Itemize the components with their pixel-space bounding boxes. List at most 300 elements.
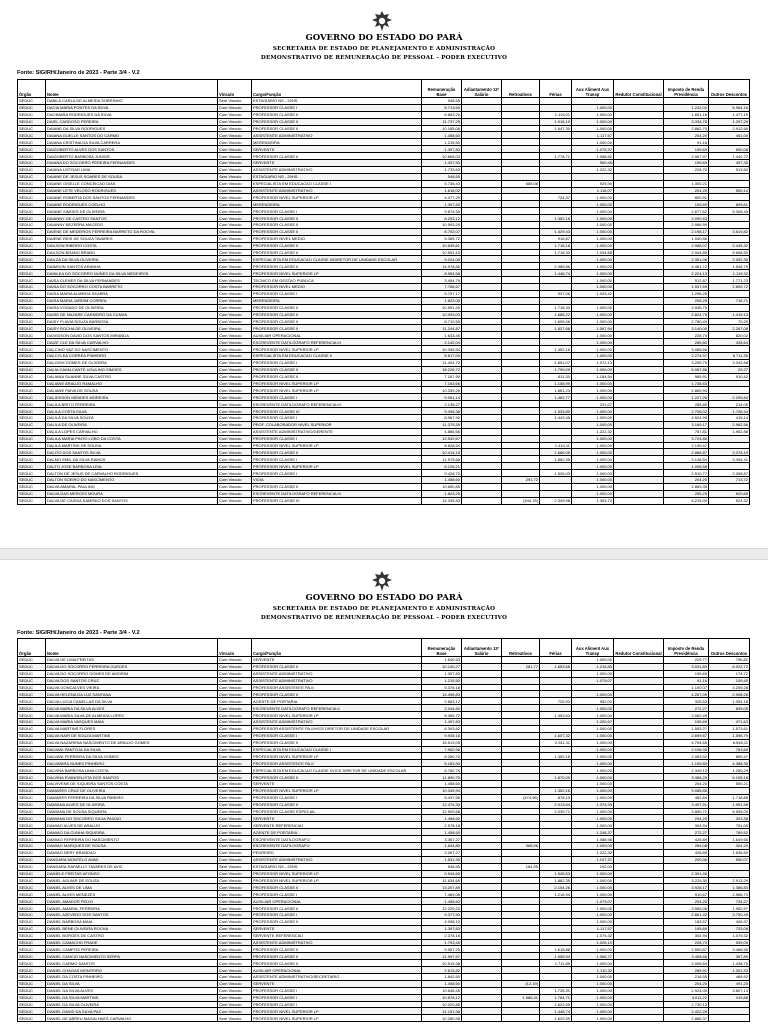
cell-adiantamento <box>462 815 502 822</box>
cell-redutor <box>614 746 664 753</box>
col-remuneracao-base: Remuneração Base <box>422 639 462 657</box>
cell-outros-descontos <box>709 435 750 442</box>
cell-outros-descontos: 869,47 <box>709 753 750 760</box>
cell-nome: DANIEL AMADOR PEIXO <box>46 898 218 905</box>
cell-outros-descontos: 2.962,56 <box>709 421 750 428</box>
cell-remuneracao-base: 10.280,98 <box>422 1015 462 1022</box>
cell-adiantamento <box>462 794 502 801</box>
cell-retroativos <box>502 877 540 884</box>
cell-outros-descontos: 1.301,53 <box>709 967 750 974</box>
cell-adiantamento <box>462 222 502 229</box>
table-row <box>18 877 750 884</box>
cell-remuneracao-base: 14.335,53 <box>422 497 462 504</box>
cell-orgao: SEDUC <box>18 263 46 270</box>
col-nome: Nome <box>46 80 218 98</box>
cell-cargo: ESPECIALISTA EM EDUCACAO CLASSE I/VICE DIRETOR DE UNIDADE ESCOLAR <box>252 767 422 774</box>
cell-remuneracao-base: 1.397,83 <box>422 925 462 932</box>
cell-retroativos: 164,95 <box>502 863 540 870</box>
cell-retroativos <box>502 691 540 698</box>
cell-vinculo: Com Vinculo <box>218 387 252 394</box>
cell-vinculo: Com Vinculo <box>218 849 252 856</box>
cell-outros-descontos: 513,50 <box>709 166 750 173</box>
cell-aux-aliment: 1.000,00 <box>572 822 614 829</box>
table-row <box>18 476 750 483</box>
cell-cargo: PROFESSOR ASSISTENTE PA-II <box>252 684 422 691</box>
cell-cargo: ASSISTENTE ADMINISTRATIVO/GERENTE <box>252 428 422 435</box>
cell-ferias <box>540 201 572 208</box>
cell-cargo: PROFESSOR CLASSE I <box>252 470 422 477</box>
cell-retroativos <box>502 739 540 746</box>
cell-retroativos <box>502 160 540 167</box>
cell-ferias: 1.718,33 <box>540 304 572 311</box>
cell-redutor <box>614 856 664 863</box>
cell-redutor <box>614 401 664 408</box>
cell-aux-aliment: 1.067,94 <box>572 325 614 332</box>
cell-ferias: 811,30 <box>540 373 572 380</box>
cell-cargo: PROFESSOR CLASSE II <box>252 739 422 746</box>
cell-redutor <box>614 870 664 877</box>
cell-imposto-renda: 2.988,07 <box>664 242 709 249</box>
table-row <box>18 911 750 918</box>
cell-aux-aliment: 1.248,37 <box>572 829 614 836</box>
cell-imposto-renda: 3.169,17 <box>664 421 709 428</box>
cell-imposto-renda: 285,80 <box>664 339 709 346</box>
table-row <box>18 973 750 980</box>
cell-vinculo: Com Vinculo <box>218 277 252 284</box>
cell-imposto-renda: 4.524,99 <box>664 414 709 421</box>
cell-redutor <box>614 456 664 463</box>
table-row <box>18 663 750 670</box>
cell-retroativos <box>502 373 540 380</box>
cell-outros-descontos: 716,71 <box>709 297 750 304</box>
cell-ferias <box>540 146 572 153</box>
cell-outros-descontos <box>709 194 750 201</box>
cell-vinculo: Com Vinculo <box>218 663 252 670</box>
table-row <box>18 836 750 843</box>
cell-imposto-renda: 3.011,22 <box>664 994 709 1001</box>
cell-outros-descontos: 1.119,32 <box>709 270 750 277</box>
cell-aux-aliment: 1.117,57 <box>572 132 614 139</box>
cell-retroativos <box>502 774 540 781</box>
cell-vinculo: Com Vinculo <box>218 918 252 925</box>
cell-outros-descontos: 70,29 <box>709 318 750 325</box>
cell-aux-aliment: 1.000,00 <box>572 476 614 483</box>
table-row <box>18 125 750 132</box>
cell-ferias: 1.726,31 <box>540 987 572 994</box>
cell-remuneracao-base: 1.437,50 <box>422 160 462 167</box>
cell-cargo: PROFESSOR CLASSE I <box>252 394 422 401</box>
cell-remuneracao-base: 2.138,27 <box>422 401 462 408</box>
cell-outros-descontos: 5.658,50 <box>709 249 750 256</box>
cell-redutor <box>614 863 664 870</box>
cell-redutor <box>614 104 664 111</box>
cell-cargo: PROFESSOR CLASSE III <box>252 408 422 415</box>
cell-retroativos <box>502 849 540 856</box>
cell-redutor <box>614 705 664 712</box>
cell-remuneracao-base: 1.640,53 <box>422 657 462 664</box>
cell-imposto-renda: 204,20 <box>664 187 709 194</box>
cell-nome: DANIEL CAMACHO FRADE <box>46 939 218 946</box>
col-outros-descontos: Outros Descontos <box>709 639 750 657</box>
cell-nome: DABILA CARLA DE ALMEIDA SOBRINHO <box>46 98 218 105</box>
cell-nome: DALVANI PANTOJA DA SILVA <box>46 746 218 753</box>
cell-adiantamento <box>462 166 502 173</box>
cell-aux-aliment: 1.000,00 <box>572 884 614 891</box>
cell-retroativos <box>502 222 540 229</box>
cell-retroativos <box>502 808 540 815</box>
cell-imposto-renda: 2.062,49 <box>664 712 709 719</box>
cell-vinculo: Com Vinculo <box>218 160 252 167</box>
cell-imposto-renda: 91,16 <box>664 139 709 146</box>
table-row <box>18 277 750 284</box>
cell-cargo: AUXILIAR OPERACIONAL <box>252 967 422 974</box>
cell-orgao: SEDUC <box>18 891 46 898</box>
col-vinculo: Vínculo <box>218 80 252 98</box>
cell-ferias <box>540 684 572 691</box>
table-row <box>18 242 750 249</box>
cell-nome: DAIMSON SANTOS ARANHA <box>46 263 218 270</box>
cell-cargo: PROFESSOR CLASSE II <box>252 483 422 490</box>
cell-remuneracao-base: 11.997,97 <box>422 953 462 960</box>
cell-remuneracao-base: 4.058,10 <box>422 918 462 925</box>
cell-adiantamento <box>462 856 502 863</box>
cell-nome: DAIANNY DE CASTRO SANTOS <box>46 215 218 222</box>
col-nome: Nome <box>46 639 218 657</box>
cell-retroativos <box>502 456 540 463</box>
cell-aux-aliment: 1.000,00 <box>572 449 614 456</box>
cell-redutor <box>614 829 664 836</box>
cell-nome: DANDARA RAFAELLY TAVARES DE AVIZ <box>46 863 218 870</box>
cell-aux-aliment: 1.000,00 <box>572 270 614 277</box>
cell-retroativos <box>502 884 540 891</box>
cell-outros-descontos: 415,14 <box>709 414 750 421</box>
table-row <box>18 815 750 822</box>
cell-ferias: 1.764,71 <box>540 994 572 1001</box>
col-orgao: Órgão <box>18 80 46 98</box>
cell-nome: DALVA MARIA DA SILVA ALVES <box>46 705 218 712</box>
cell-nome: DANIEL ALVES MENEZES <box>46 891 218 898</box>
cell-remuneracao-base: 10.093,03 <box>422 311 462 318</box>
cell-adiantamento <box>462 401 502 408</box>
cell-adiantamento <box>462 801 502 808</box>
cell-redutor <box>614 373 664 380</box>
cell-remuneracao-base: 2.044,80 <box>422 705 462 712</box>
cell-ferias <box>540 476 572 483</box>
table-row <box>18 746 750 753</box>
cell-retroativos <box>502 1001 540 1008</box>
cell-adiantamento <box>462 849 502 856</box>
cell-adiantamento <box>462 781 502 788</box>
cell-vinculo: Com Vinculo <box>218 746 252 753</box>
cell-outros-descontos: 428,64 <box>709 339 750 346</box>
cell-ferias <box>540 781 572 788</box>
cell-retroativos <box>502 657 540 664</box>
cell-outros-descontos: 406,97 <box>709 918 750 925</box>
cell-outros-descontos: 1.079,32 <box>709 932 750 939</box>
cell-vinculo: Com Vinculo <box>218 311 252 318</box>
cell-vinculo: Com Vinculo <box>218 925 252 932</box>
cell-cargo: TECNICO EM GESTAO PUBLICA <box>252 277 422 284</box>
cell-redutor <box>614 725 664 732</box>
cell-vinculo: Com Vinculo <box>218 932 252 939</box>
cell-redutor <box>614 139 664 146</box>
table-row <box>18 311 750 318</box>
table-row <box>18 270 750 277</box>
cell-ferias <box>540 166 572 173</box>
cell-remuneracao-base: 10.650,85 <box>422 483 462 490</box>
cell-adiantamento <box>462 829 502 836</box>
fonte-label: Fonte: SIGIRH/Janeiro de 2023 - Parte 3/4 - V.2 <box>17 70 140 76</box>
cell-adiantamento <box>462 705 502 712</box>
cell-ferias <box>540 746 572 753</box>
cell-remuneracao-base: 14.496,83 <box>422 691 462 698</box>
cell-aux-aliment: 1.000,00 <box>572 877 614 884</box>
cell-ferias <box>540 180 572 187</box>
cell-imposto-renda: 2.090,53 <box>664 215 709 222</box>
cell-vinculo: Com Vinculo <box>218 911 252 918</box>
cell-orgao: SEDUC <box>18 925 46 932</box>
cell-remuneracao-base: 1.458,60 <box>422 132 462 139</box>
cell-cargo: PROFESSOR NIVEL SUPERIOR LP <box>252 1015 422 1022</box>
cell-retroativos <box>502 263 540 270</box>
cell-nome: DAINLEA DO SOCORRO NUNES DA SILVA MEDEIROS <box>46 270 218 277</box>
cell-nome: DAIEL CARDOSO PEREIRA <box>46 118 218 125</box>
cell-imposto-renda: 4.215,00 <box>664 497 709 504</box>
cell-orgao: SEDUC <box>18 132 46 139</box>
table-body-page-1 <box>18 98 750 505</box>
cell-ferias <box>540 132 572 139</box>
cell-adiantamento <box>462 442 502 449</box>
cell-redutor <box>614 670 664 677</box>
cell-nome: DAISA VOGADO DE OLIVEIRA <box>46 304 218 311</box>
cell-redutor <box>614 483 664 490</box>
cell-ferias <box>540 104 572 111</box>
state-crest-icon <box>370 570 394 592</box>
cell-retroativos <box>502 187 540 194</box>
cell-orgao: SEDUC <box>18 311 46 318</box>
cell-nome: DAIANA GUELLE SANTOS DO CARMO <box>46 132 218 139</box>
table-row <box>18 967 750 974</box>
cell-cargo: PROFESSOR CLASSE I <box>252 104 422 111</box>
cell-remuneracao-base: 10.591,15 <box>422 249 462 256</box>
cell-aux-aliment: 1.000,00 <box>572 946 614 953</box>
cell-retroativos <box>502 760 540 767</box>
cell-adiantamento <box>462 753 502 760</box>
cell-remuneracao-base: 1.397,83 <box>422 201 462 208</box>
cell-orgao: SEDUC <box>18 146 46 153</box>
cell-outros-descontos: 29,27 <box>709 366 750 373</box>
cell-outros-descontos <box>709 387 750 394</box>
cell-cargo: PROFESSOR NIVEL SUPERIOR LP <box>252 463 422 470</box>
cell-outros-descontos: 733,08 <box>709 925 750 932</box>
cell-retroativos: 281,77 <box>502 663 540 670</box>
cell-aux-aliment: 1.215,85 <box>572 663 614 670</box>
cell-ferias <box>540 173 572 180</box>
cell-ferias <box>540 836 572 843</box>
cell-remuneracao-base: 5.757,17 <box>422 290 462 297</box>
cell-ferias <box>540 760 572 767</box>
cell-ferias <box>540 277 572 284</box>
cell-orgao: SEDUC <box>18 684 46 691</box>
cell-nome: DALTO JOSE BARBOSA LEAL <box>46 463 218 470</box>
cell-adiantamento <box>462 435 502 442</box>
cell-outros-descontos: 1.708,34 <box>709 408 750 415</box>
cell-imposto-renda: 204,20 <box>664 898 709 905</box>
cell-retroativos <box>502 684 540 691</box>
cell-cargo: PROFESSOR CLASSE II <box>252 118 422 125</box>
table-row <box>18 822 750 829</box>
table-row <box>18 304 750 311</box>
cell-orgao: SEDUC <box>18 898 46 905</box>
cell-remuneracao-base: 10.345,94 <box>422 787 462 794</box>
cell-cargo: PROFESSOR ASSISTENTE PA-II <box>252 760 422 767</box>
cell-adiantamento <box>462 760 502 767</box>
cell-retroativos <box>502 194 540 201</box>
table-row <box>18 470 750 477</box>
cell-retroativos <box>502 215 540 222</box>
cell-nome: DAIGOBERTO BARBOSA JUNIOR <box>46 153 218 160</box>
cell-vinculo: Com Vinculo <box>218 359 252 366</box>
cell-cargo: SERVENTE <box>252 657 422 664</box>
cell-retroativos <box>502 104 540 111</box>
cell-outros-descontos: 3.619,82 <box>709 228 750 235</box>
cell-vinculo: Com Vinculo <box>218 104 252 111</box>
cell-redutor <box>614 994 664 1001</box>
cell-ferias: 1.119,01 <box>540 111 572 118</box>
cell-aux-aliment: 1.000,00 <box>572 104 614 111</box>
cell-redutor <box>614 146 664 153</box>
cell-redutor <box>614 408 664 415</box>
cell-adiantamento <box>462 657 502 664</box>
cell-orgao: SEDUC <box>18 698 46 705</box>
cell-ferias <box>540 843 572 850</box>
cell-outros-descontos: 2.299,84 <box>709 394 750 401</box>
cell-ferias <box>540 829 572 836</box>
cell-cargo: PROFESSOR CLASSE II <box>252 311 422 318</box>
cell-retroativos <box>502 939 540 946</box>
cell-aux-aliment: 1.000,00 <box>572 980 614 987</box>
cell-orgao: SEDUC <box>18 753 46 760</box>
cell-ferias: 1.352,16 <box>540 787 572 794</box>
cell-cargo: PROFESSOR CLASSE II <box>252 263 422 270</box>
cell-retroativos <box>502 767 540 774</box>
cell-adiantamento <box>462 746 502 753</box>
cell-retroativos: (344,78) <box>502 497 540 504</box>
cell-nome: DAISA MARIA ALMEIDA SEABRA <box>46 290 218 297</box>
table-row <box>18 173 750 180</box>
cell-imposto-renda: 3.458,66 <box>664 953 709 960</box>
cell-remuneracao-base: 6.863,26 <box>422 111 462 118</box>
cell-imposto-renda: 2.706,02 <box>664 408 709 415</box>
cell-imposto-renda: 3.928,17 <box>664 884 709 891</box>
cell-nome: DALIANE PAIVA DE SOUSA <box>46 387 218 394</box>
cell-outros-descontos: 789,52 <box>709 829 750 836</box>
cell-imposto-renda: 195,69 <box>664 201 709 208</box>
cell-ferias: 1.718,33 <box>540 249 572 256</box>
table-row <box>18 843 750 850</box>
cell-retroativos <box>502 1015 540 1022</box>
cell-adiantamento <box>462 918 502 925</box>
cell-imposto-renda: 4.704,65 <box>664 739 709 746</box>
cell-imposto-renda: 482,84 <box>664 794 709 801</box>
cell-aux-aliment: 1.000,00 <box>572 380 614 387</box>
cell-redutor <box>614 794 664 801</box>
cell-aux-aliment: 952,00 <box>572 698 614 705</box>
cell-adiantamento <box>462 366 502 373</box>
cell-aux-aliment: 1.000,00 <box>572 705 614 712</box>
cell-orgao: SEDUC <box>18 815 46 822</box>
cell-imposto-renda: 2.862,70 <box>664 125 709 132</box>
cell-aux-aliment: 1.000,00 <box>572 118 614 125</box>
cell-remuneracao-base: 8.967,90 <box>422 414 462 421</box>
cell-orgao: SEDUC <box>18 490 46 497</box>
cell-ferias: 878,10 <box>540 794 572 801</box>
cell-imposto-renda: 1.937,69 <box>664 284 709 291</box>
cell-orgao: SEDUC <box>18 414 46 421</box>
cell-ferias <box>540 863 572 870</box>
cell-imposto-renda: 1.553,27 <box>664 725 709 732</box>
cell-retroativos <box>502 953 540 960</box>
table-row <box>18 442 750 449</box>
table-row <box>18 898 750 905</box>
table-row <box>18 449 750 456</box>
cell-cargo: PROFESSOR CLASSE I <box>252 1001 422 1008</box>
cell-ferias: 2.349,98 <box>540 497 572 504</box>
cell-aux-aliment: 1.000,00 <box>572 215 614 222</box>
cell-orgao: SEDUC <box>18 801 46 808</box>
cell-adiantamento <box>462 476 502 483</box>
cell-remuneracao-base: 9.967,25 <box>422 946 462 953</box>
cell-aux-aliment: 1.000,00 <box>572 414 614 421</box>
table-row <box>18 753 750 760</box>
cell-vinculo: Com Vinculo <box>218 187 252 194</box>
cell-vinculo: Com Vinculo <box>218 125 252 132</box>
cell-redutor <box>614 801 664 808</box>
cell-adiantamento <box>462 483 502 490</box>
cell-adiantamento <box>462 1015 502 1022</box>
cell-redutor <box>614 973 664 980</box>
cell-redutor <box>614 387 664 394</box>
cell-orgao: SEDUC <box>18 739 46 746</box>
cell-aux-aliment: 1.000,00 <box>572 753 614 760</box>
cell-redutor <box>614 222 664 229</box>
cell-adiantamento <box>462 884 502 891</box>
cell-imposto-renda: 204,20 <box>664 132 709 139</box>
cell-remuneracao-base: 4.886,66 <box>422 428 462 435</box>
cell-outros-descontos: 471,63 <box>709 719 750 726</box>
cell-imposto-renda: 3.334,78 <box>664 118 709 125</box>
cell-remuneracao-base: 12.509,68 <box>422 808 462 815</box>
cell-remuneracao-base: 1.397,83 <box>422 670 462 677</box>
cell-aux-aliment: 1.000,00 <box>572 794 614 801</box>
table-row <box>18 428 750 435</box>
cell-orgao: SEDUC <box>18 249 46 256</box>
cell-retroativos <box>502 712 540 719</box>
cell-imposto-renda: 1.736,63 <box>664 380 709 387</box>
cell-outros-descontos: 304,20 <box>709 843 750 850</box>
cell-outros-descontos: 2.908,28 <box>709 691 750 698</box>
cell-adiantamento <box>462 698 502 705</box>
cell-cargo: PROFESSOR CLASSE ESPECIAL <box>252 808 422 815</box>
cell-outros-descontos: 1.598,79 <box>709 732 750 739</box>
cell-aux-aliment: 1.000,00 <box>572 304 614 311</box>
cell-remuneracao-base: 9.377,90 <box>422 911 462 918</box>
cell-ferias: 1.686,22 <box>540 311 572 318</box>
cell-vinculo: Com Vinculo <box>218 698 252 705</box>
cell-retroativos <box>502 483 540 490</box>
cell-remuneracao-base: 1.793,45 <box>422 939 462 946</box>
cell-nome: DANIEL AGUIAR DE SOUZA <box>46 877 218 884</box>
